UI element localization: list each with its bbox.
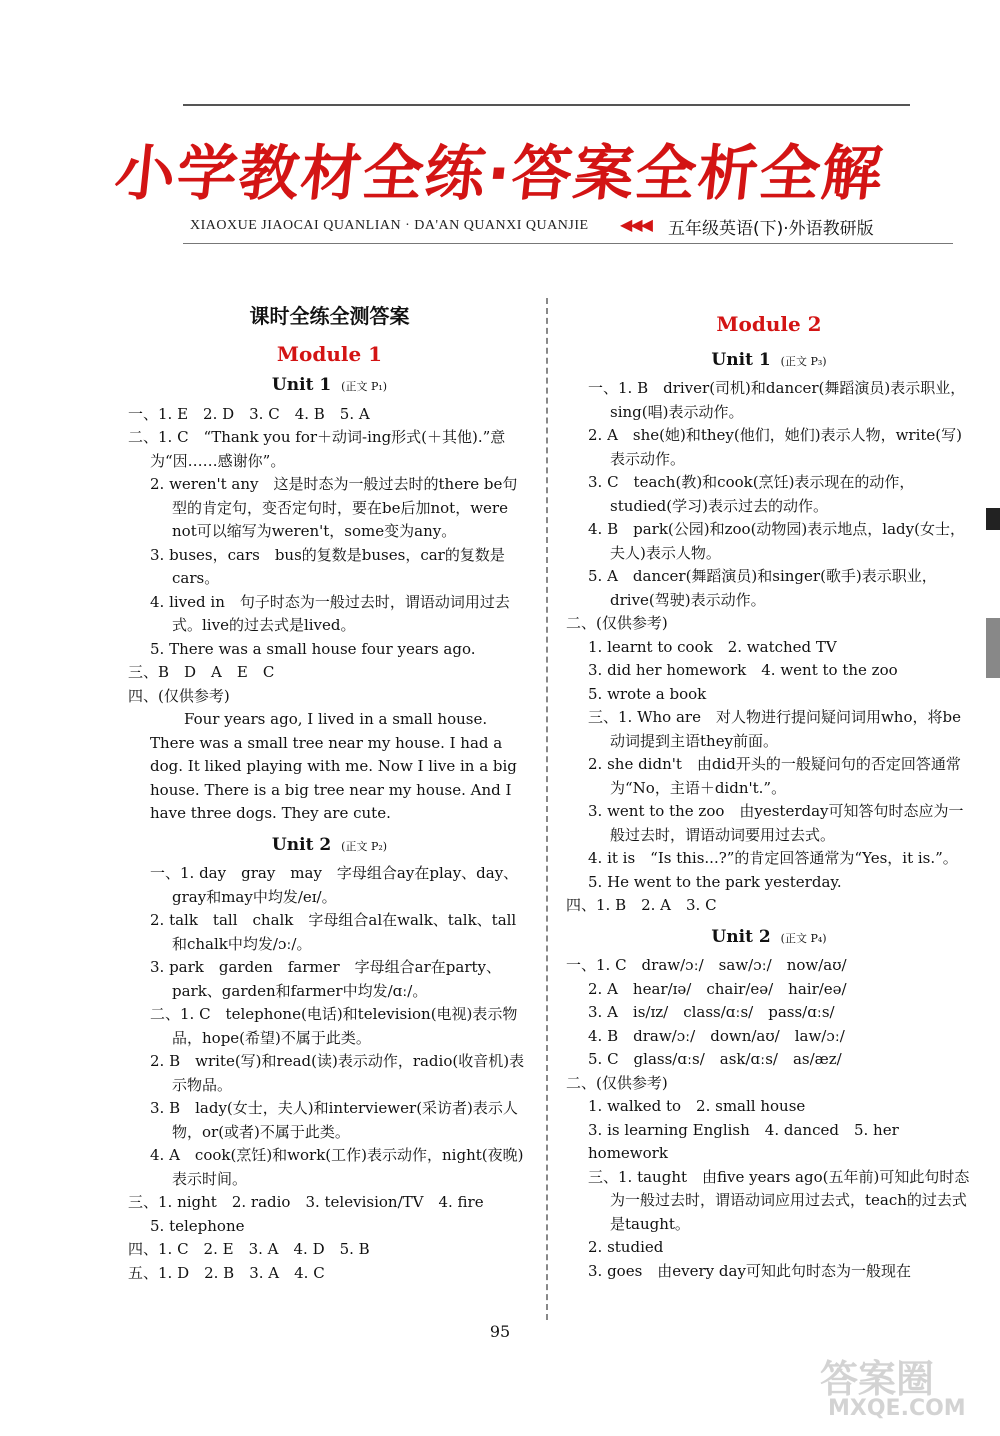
watermark-title: 答案圈 <box>820 1357 935 1401</box>
answer-line: 3. A is/ɪz/ class/ɑːs/ pass/ɑːs/ <box>588 1003 835 1021</box>
answer-line: 一、1. E 2. D 3. C 4. B 5. A <box>128 404 370 423</box>
answer-line: 2. she didn't 由did开头的一般疑问句的否定回答通常为“No，主语＋didn't.”。 <box>588 755 961 797</box>
book-series-title: 小学教材全练·答案全析全解 <box>111 139 888 209</box>
unit-page-ref: (正文 P₂) <box>341 839 388 853</box>
answer-line: 四、(仅供参考) <box>128 686 230 705</box>
answer-line: 5. There was a small house four years ago. <box>150 639 476 658</box>
header-bottom-rule <box>183 243 953 244</box>
answer-line: 一、1. B driver(司机)和dancer(舞蹈演员)表示职业，sing(唱)表示动作。 <box>588 379 966 421</box>
answer-line: 4. lived in 句子时态为一般过去时，谓语动词用过去式。live的过去式是lived。 <box>150 592 510 634</box>
unit-title: Unit 1 <box>711 349 771 370</box>
answer-line: 三、1. Who are 对人物进行提问疑问词用who，将be动词提到主语they前面。 <box>588 708 961 750</box>
unit-heading <box>128 834 531 859</box>
module-2-heading: Module 2 <box>716 312 822 336</box>
grade-edition-label: 五年级英语(下)·外语教研版 <box>668 219 874 239</box>
unit-title: Unit 2 <box>711 926 771 947</box>
answer-line: 5. C glass/ɑːs/ ask/ɑːs/ as/æz/ <box>588 1050 842 1068</box>
page-edge-mark <box>986 508 1000 530</box>
answer-line: 2. talk tall chalk 字母组合al在walk、talk、tall和chalk中均发/ɔː/。 <box>150 911 517 953</box>
answer-line: 4. A cook(烹饪)和work(工作)表示动作，night(夜晚)表示时间。 <box>150 1146 524 1188</box>
unit-heading <box>128 374 531 399</box>
answer-line: 4. B park(公园)和zoo(动物园)表示地点，lady(女士，夫人)表示人物。 <box>588 520 965 562</box>
answer-line: 二、(仅供参考) <box>566 1073 668 1092</box>
answer-line: 一、1. C draw/ɔː/ saw/ɔː/ now/aʊ/ <box>566 956 847 974</box>
answer-line: 三、1. taught 由five years ago(五年前)可知此句时态为一般过去时，谓语动词应用过去式，teach的过去式是taught。 <box>588 1167 970 1233</box>
answer-line: 2. A hear/ɪə/ chair/eə/ hair/eə/ <box>588 979 847 998</box>
answer-line: 四、1. C 2. E 3. A 4. D 5. B <box>128 1240 370 1258</box>
answer-line: 3. went to the zoo 由yesterday可知答句时态应为一般过去时，谓语动词要用过去式。 <box>588 802 964 844</box>
series-pinyin: XIAOXUE JIAOCAI QUANLIAN · DA'AN QUANXI QUANJIE <box>190 218 589 233</box>
unit-page-ref: (正文 P₃) <box>780 354 827 368</box>
answer-line: 二、1. C “Thank you for＋动词-ing形式(＋其他).”意为“因……感谢你”。 <box>128 428 506 470</box>
page-number: 95 <box>489 1322 511 1341</box>
answer-line: 二、1. C telephone(电话)和television(电视)表示物品，hope(希望)不属于此类。 <box>150 1005 518 1047</box>
answer-line: 5. wrote a book <box>588 684 707 703</box>
answer-line: 2. studied <box>588 1238 664 1256</box>
answer-line: 5. A dancer(舞蹈演员)和singer(歌手)表示职业，drive(驾驶)表示动作。 <box>588 567 937 609</box>
page-edge-mark <box>986 618 1000 678</box>
watermark-url: MXQE.COM <box>828 1396 966 1421</box>
answer-line: 3. park garden farmer 字母组合ar在party、park、garden和farmer中均发/ɑː/。 <box>150 958 502 1000</box>
answer-line: 3. is learning English 4. danced 5. her homework <box>588 1120 899 1162</box>
answer-line: 3. goes 由every day可知此句时态为一般现在 <box>588 1261 911 1280</box>
answer-line: 5. telephone <box>150 1216 245 1235</box>
unit-title: Unit 2 <box>271 834 332 855</box>
answer-line: 2. A she(她)和they(他们，她们)表示人物，write(写)表示动作。 <box>588 426 963 468</box>
answer-line: 2. B write(写)和read(读)表示动作，radio(收音机)表示物品。 <box>150 1052 525 1094</box>
answer-line: 二、(仅供参考) <box>566 614 668 632</box>
column-divider <box>546 298 548 1320</box>
answer-line: 四、1. B 2. A 3. C <box>566 896 717 914</box>
answer-line: 5. He went to the park yesterday. <box>588 872 842 891</box>
answer-line: 4. B draw/ɔː/ down/aʊ/ law/ɔː/ <box>588 1026 845 1045</box>
unit-heading <box>566 349 972 374</box>
answer-line: 1. walked to 2. small house <box>588 1097 806 1115</box>
module-1-heading: Module 1 <box>276 341 383 366</box>
answer-line: 三、B D A E C <box>128 663 275 681</box>
right-column <box>566 305 972 1283</box>
answer-line: 3. did her homework 4. went to the zoo <box>588 661 898 679</box>
answer-line: 3. buses，cars bus的复数是buses，car的复数是cars。 <box>150 545 505 587</box>
answers-heading: 课时全练全测答案 <box>249 304 410 328</box>
answer-line: 1. learnt to cook 2. watched TV <box>588 637 837 656</box>
answer-line: 2. weren't any 这是时态为一般过去时的there be句型的肯定句，变否定句时，要在be后加not，were not可以缩写为weren't，some变为any。 <box>150 475 518 540</box>
header-top-rule <box>183 104 910 106</box>
answer-line: 3. C teach(教)和cook(烹饪)表示现在的动作，studied(学习)表示过去的动作。 <box>588 473 915 515</box>
watermark-logo <box>820 1348 980 1422</box>
unit-page-ref: (正文 P₁) <box>341 380 388 393</box>
unit-heading <box>566 926 972 951</box>
unit-title: Unit 1 <box>271 375 332 395</box>
sample-paragraph: Four years ago, I lived in a small house. There was a small tree near my house. I had a dog. It liked playing with me. Now I live in a big house. There is a big tree near my house. And I have three dogs. They are cute. <box>150 710 517 822</box>
answer-line: 三、1. night 2. radio 3. television/TV 4. fire <box>128 1193 484 1211</box>
answer-line: 一、1. day gray may 字母组合ay在play、day、gray和may中均发/eɪ/。 <box>150 864 519 906</box>
left-column <box>128 305 531 1285</box>
header-subtitle-row <box>190 214 950 240</box>
answer-line: 3. B lady(女士，夫人)和interviewer(采访者)表示人物，or(或者)不属于此类。 <box>150 1099 518 1141</box>
triple-arrow-icon: ◀◀◀ <box>620 215 651 234</box>
answer-line: 4. it is “Is this...?”的肯定回答通常为“Yes，it is.”。 <box>588 849 958 867</box>
answer-line: 五、1. D 2. B 3. A 4. C <box>128 1263 325 1282</box>
unit-page-ref: (正文 P₄) <box>780 931 827 945</box>
